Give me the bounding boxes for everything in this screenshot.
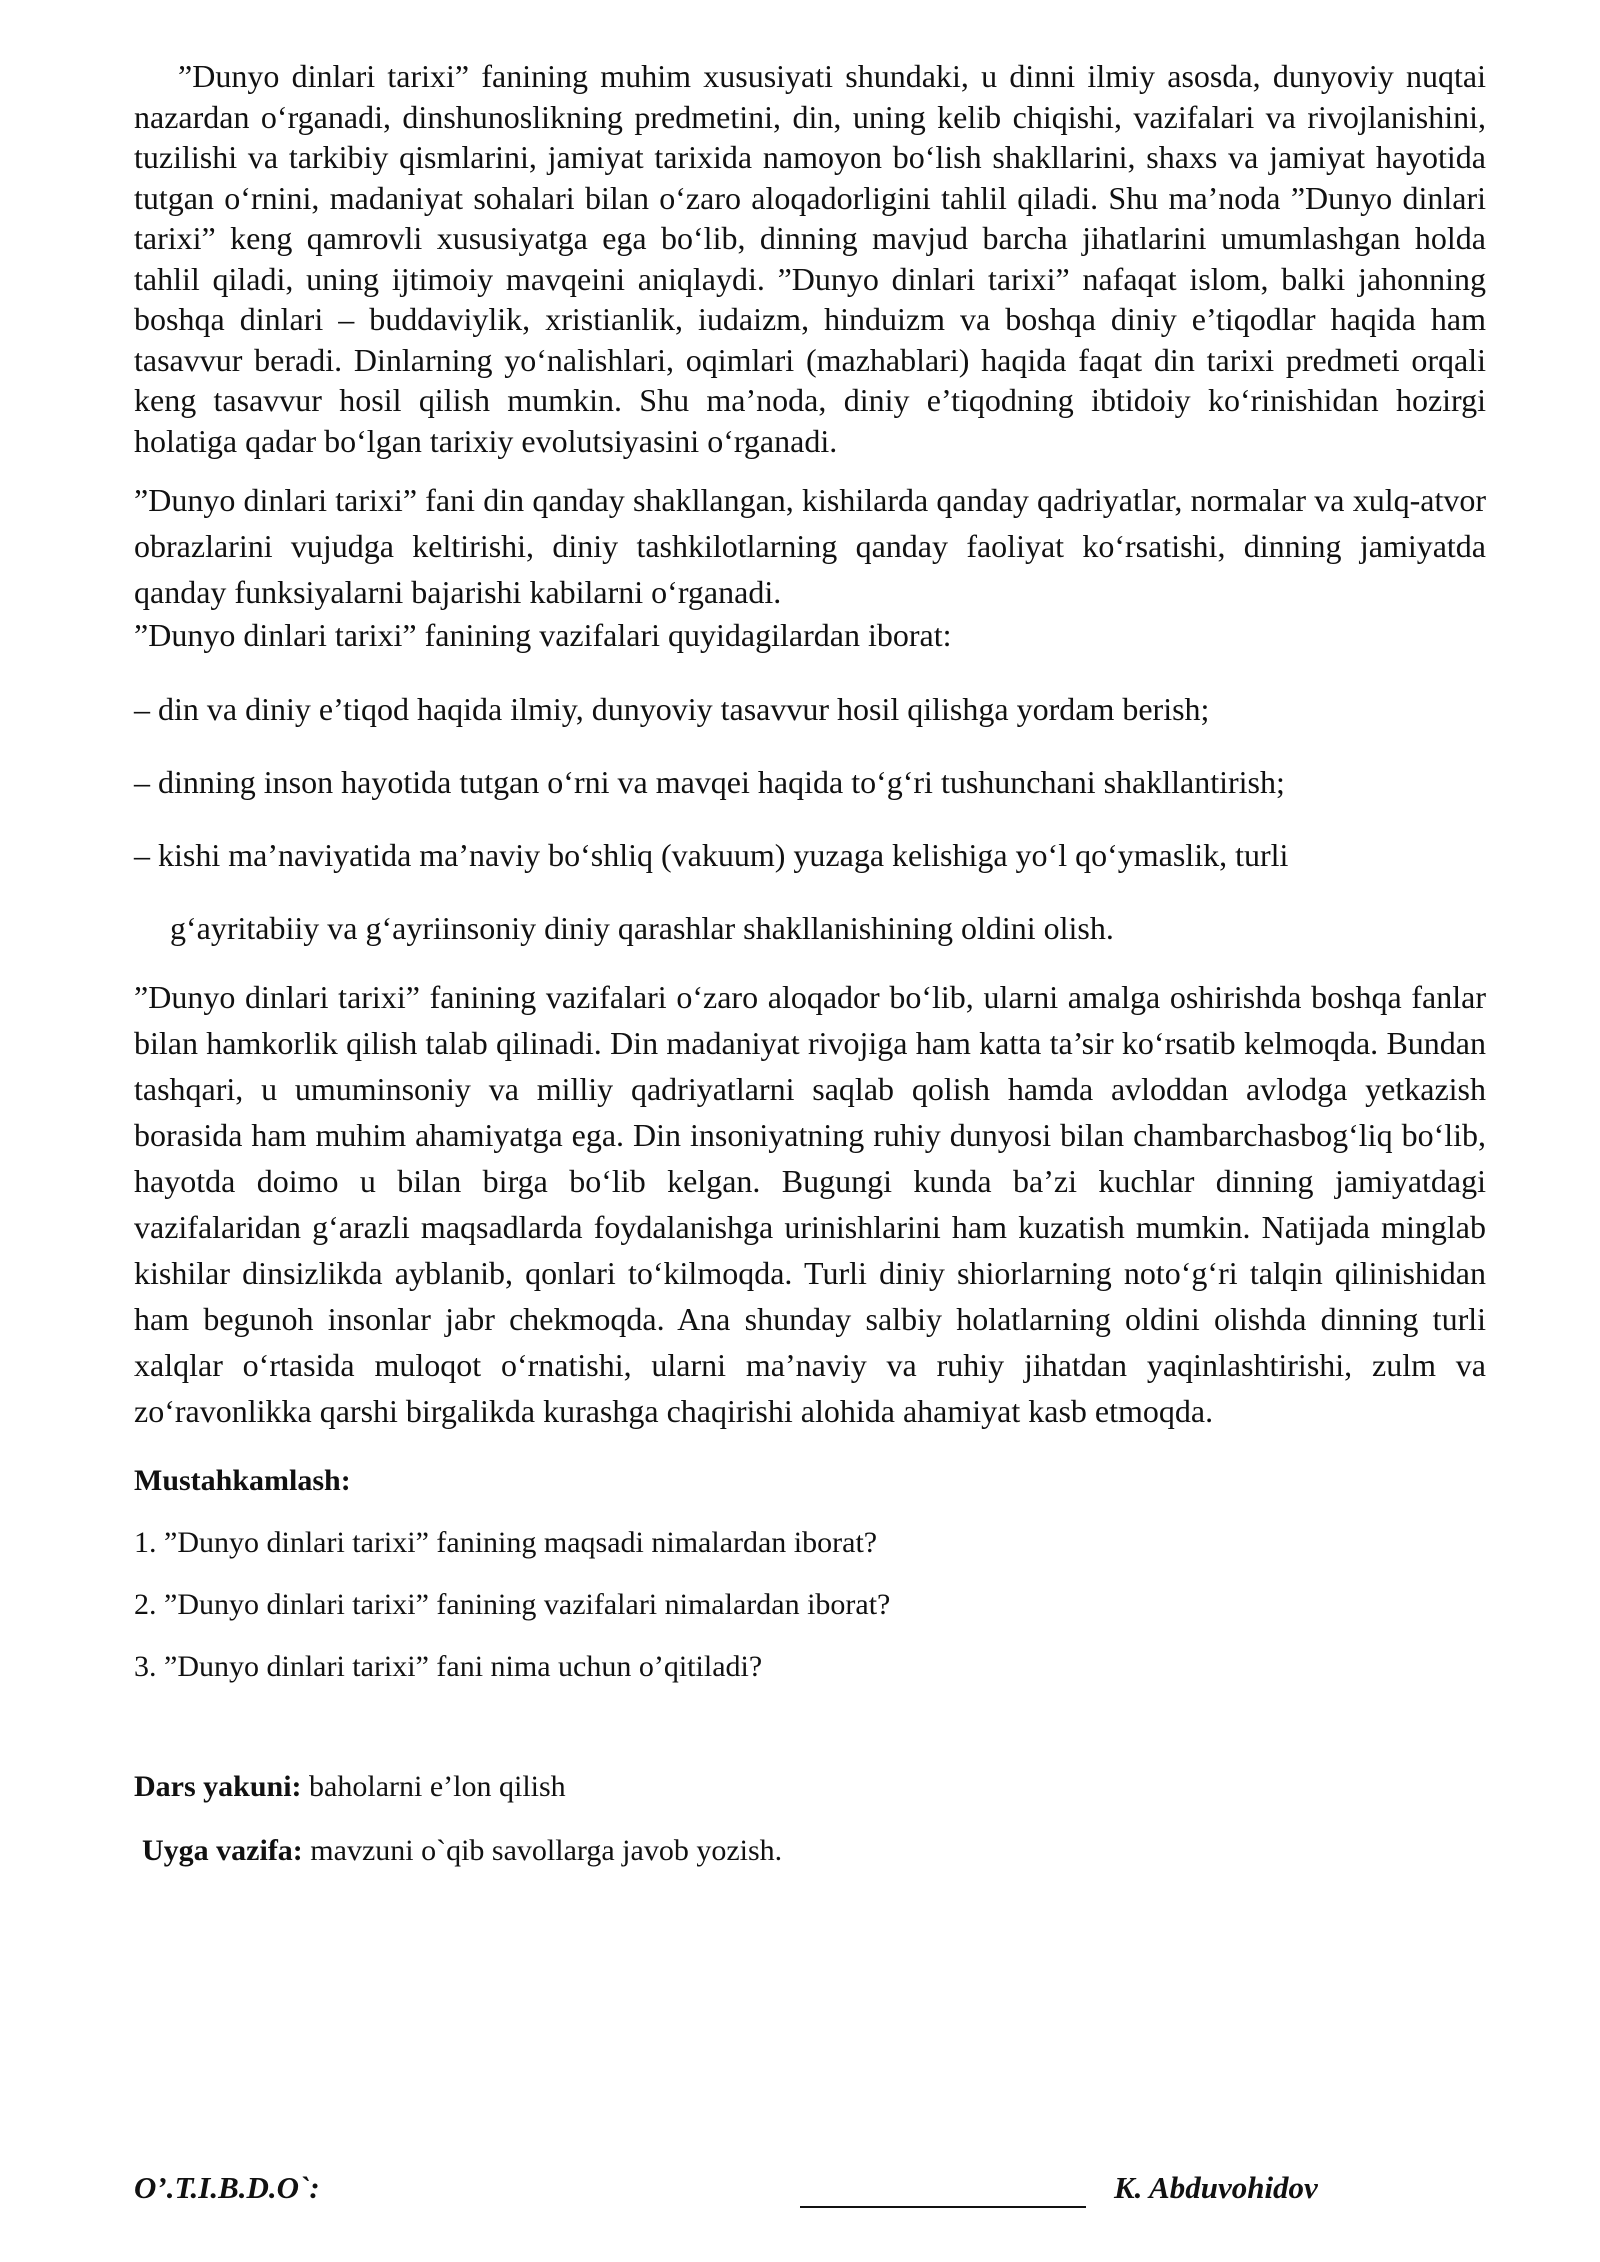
task-item-3-continued: g‘ayritabiiy va g‘ayriinsoniy diniy qarashlar shakllanishining oldini olish. [170,910,1114,946]
lesson-end-label: Dars yakuni: [134,1770,302,1803]
task-item-2: – dinning inson hayotida tutgan o‘rni va mavqei haqida to‘g‘ri tushunchani shakllantirish; [134,764,1285,800]
signature-name: K. Abduvohidov [1114,2170,1318,2205]
intro-paragraph: ”Dunyo dinlari tarixi” fanining muhim xususiyati shundaki, u dinni ilmiy asosda, dunyoviy nuqtai nazardan o‘rganadi, dinshunoslikning predmetini, din, uning kelib chiqishi, vazifalari va rivojlanishini, tuzilishi va tarkibiy qismlarini, jamiyat tarixida namoyon bo‘lish shakllarini, shaxs va jamiyat hayotida tutgan o‘rnini, madaniyat sohalari bilan o‘zaro aloqadorligini tahlil qiladi. Shu ma’noda ”Dunyo dinlari tarixi” keng qamrovli xususiyatga ega bo‘lib, dinning mavjud barcha jihatlarini umumlashgan holda tahlil qiladi, uning ijtimoiy mavqeini aniqlaydi. ”Dunyo dinlari tarixi” nafaqat islom, balki jahonning boshqa dinlari – buddaviylik, xristianlik, iudaizm, hinduizm va boshqa diniy e’tiqodlar haqida ham tasavvur beradi. Dinlarning yo‘nalishlari, oqimlari (mazhablari) haqida faqat din tarixi predmeti orqali keng tasavvur hosil qilish mumkin. Shu ma’noda, diniy e’tiqodning ibtidoiy ko‘rinishidan hozirgi holatiga qadar bo‘lgan tarixiy evolutsiyasini o‘rganadi. [134,58,1486,459]
review-heading: Mustahkamlash: [134,1464,351,1497]
lesson-end-text: baholarni e’lon qilish [301,1770,566,1803]
document-page [134,56,1486,1870]
task-item-3: – kishi ma’naviyatida ma’naviy bo‘shliq (vakuum) yuzaga kelishiga yo‘l qo‘ymaslik, turli [134,837,1289,873]
homework-text: mavzuni o`qib savollarga javob yozish. [302,1834,783,1867]
signature-line [800,2206,1086,2208]
review-question-1: 1. ”Dunyo dinlari tarixi” fanining maqsadi nimalardan iborat? [134,1526,878,1559]
review-question-2: 2. ”Dunyo dinlari tarixi” fanining vazifalari nimalardan iborat? [134,1588,891,1621]
lesson-end-line [134,1768,1486,1806]
tasks-discussion-paragraph: ”Dunyo dinlari tarixi” fanining vazifalari o‘zaro aloqador bo‘lib, ularni amalga oshirishda boshqa fanlar bilan hamkorlik qilish talab qilinadi. Din madaniyat rivojiga ham katta ta’sir ko‘rsatib kelmoqda. Bundan tashqari, u umuminsoniy va milliy qadriyatlarni saqlab qolish hamda avloddan avlodga yetkazish borasida ham muhim ahamiyatga ega. Din insoniyatning ruhiy dunyosi bilan chambarchasbog‘liq bo‘lib, hayotda doimo u bilan birga bo‘lib kelgan. Bugungi kunda ba’zi kuchlar dinning jamiyatdagi vazifalaridan g‘arazli maqsadlarda foydalanishga urinishlarini ham kuzatish mumkin. Natijada minglab kishilar dinsizlikda ayblanib, qonlari to‘kilmoqda. Turli diniy shiorlarning noto‘g‘ri talqin qilinishidan ham begunoh insonlar jabr chekmoqda. Ana shunday salbiy holatlarning oldini olishda dinning turli xalqlar o‘rtasida muloqot o‘rnatishi, ularni ma’naviy va ruhiy jihatdan yaqinlashtirishi, zulm va zo‘ravonlikka qarshi birgalikda kurashga chaqirishi alohida ahamiyat kasb etmoqda. [134,979,1486,1429]
signature-position: O’.T.I.B.D.O`: [134,2170,320,2205]
tasks-intro: ”Dunyo dinlari tarixi” fanining vazifalari quyidagilardan iborat: [134,617,952,653]
homework-label: Uyga vazifa: [142,1834,303,1867]
signature-row [134,2170,1486,2214]
review-question-3: 3. ”Dunyo dinlari tarixi” fani nima uchun o’qitiladi? [134,1650,763,1683]
task-item-1: – din va diniy e’tiqod haqida ilmiy, dunyoviy tasavvur hosil qilishga yordam berish; [134,691,1210,727]
homework-line [134,1832,1486,1870]
subject-paragraph: ”Dunyo dinlari tarixi” fani din qanday shakllangan, kishilarda qanday qadriyatlar, normalar va xulq-atvor obrazlarini vujudga keltirishi, diniy tashkilotlarning qanday faoliyat ko‘rsatishi, dinning jamiyatda qanday funksiyalarni bajarishi kabilarni o‘rganadi. [134,482,1486,610]
